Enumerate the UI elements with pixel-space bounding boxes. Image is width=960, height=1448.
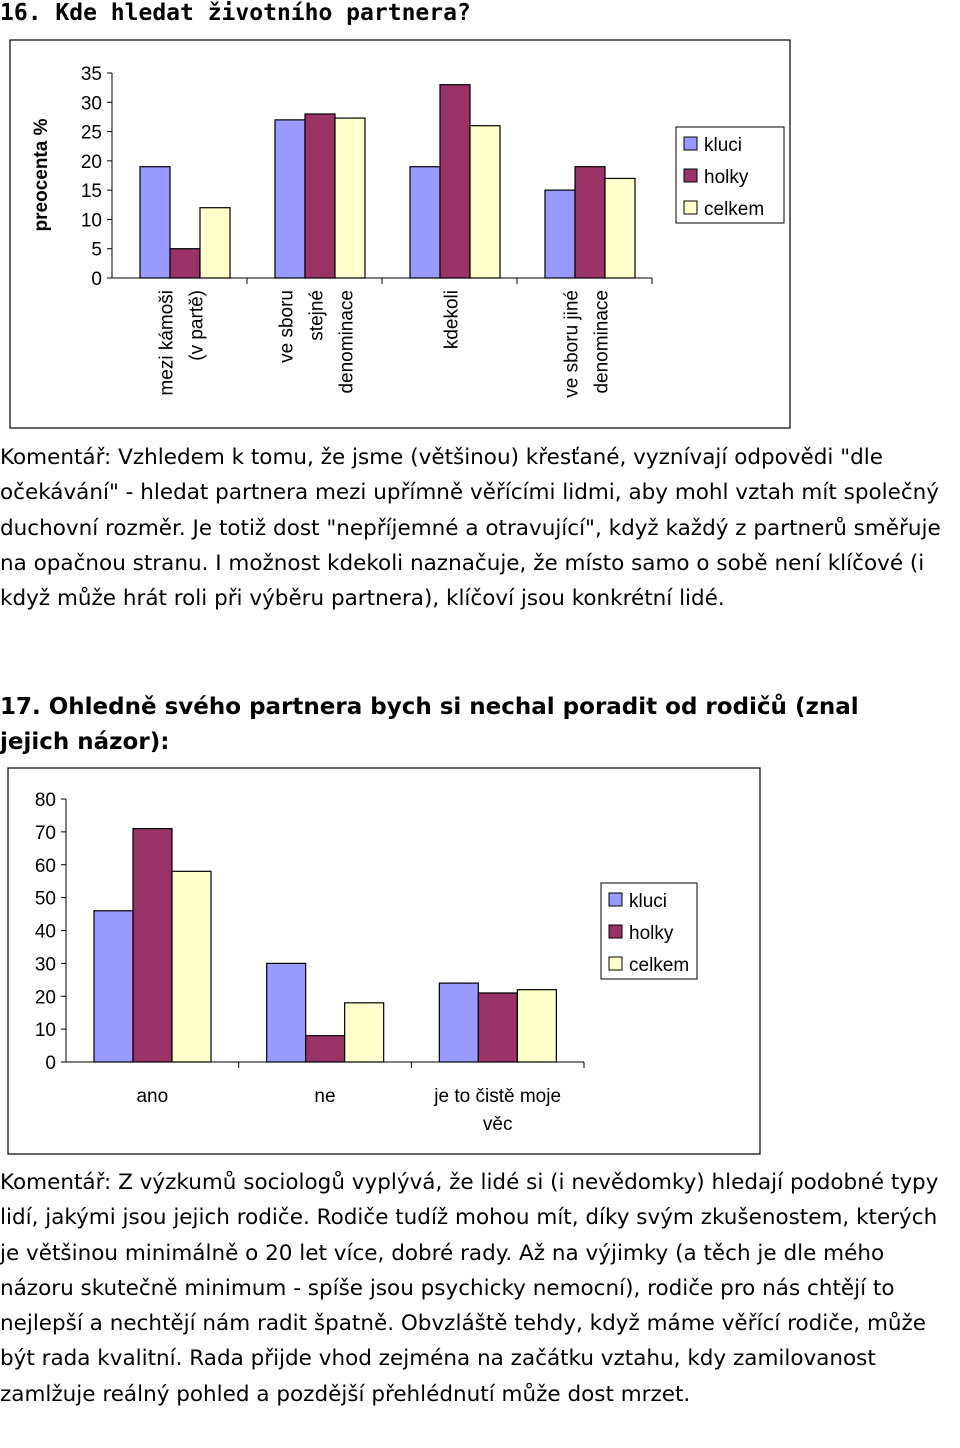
legend-label-kluci: kluci [704,135,743,156]
y-axis-label: preocenta % [31,118,52,232]
y-tick-label: 25 [80,122,102,144]
y-tick-label: 0 [45,1053,56,1074]
y-tick-label: 60 [34,855,56,877]
y-tick-label: 10 [80,210,102,232]
bar-holky [133,829,172,1062]
x-category-label: je to čistě moje [434,1086,562,1107]
legend-label-celkem: celkem [629,955,690,976]
legend-swatch-celkem [609,957,622,970]
y-tick-label: 10 [34,1020,56,1042]
bar-holky [478,993,517,1062]
bar-kluci [267,963,306,1062]
legend-swatch-holky [609,925,622,938]
legend-label-holky: holky [629,923,674,944]
x-category-label: ve sboru jiné [561,290,583,398]
x-category-label: denominace [336,290,358,394]
question-16-heading: 16. Kde hledat životního partnera? [0,0,471,26]
x-category-label: kdekoli [441,290,463,350]
x-category-label: ano [136,1086,169,1107]
bar-kluci [439,983,478,1062]
x-category-label: mezi kámoši [156,290,178,396]
question-17-heading: 17. Ohledně svého partnera bych si nechal poradit od rodičů (znal jejich názor): [0,694,859,755]
y-tick-label: 15 [80,181,102,203]
x-category-label: věc [482,1114,513,1135]
x-category-label: stejné [306,290,328,341]
comment-17: Komentář: Z výzkumů sociologů vyplývá, že lidé si (i nevědomky) hledají podobné typy lidí, jakými jsou jejich rodiče. Rodiče tudíž mohou mít, díky svým zkušenostem, kterých je většinou minimálně o 20 let více, dobré rady. Až na výjimky (a těch je dle mého názoru skutečně minimum - spíše jsou psychicky nemocní), rodiče pro nás chtějí to nejlepší a nechtějí nám radit špatně. Obvzláště tehdy, když máme věřící rodiče, může být rada kvalitní. Rada přijde vhod zejména na začátku vztahu, kdy zamilovanost zamlžuje reálný pohled a pozdější přehlédnutí může dost mrzet. [0,1170,939,1407]
legend-swatch-kluci [609,893,622,906]
y-tick-label: 80 [34,790,56,811]
y-tick-label: 5 [91,239,102,261]
bar-celkem [172,871,211,1062]
y-tick-label: 70 [34,822,56,844]
y-tick-label: 35 [80,64,102,85]
bar-celkem [345,1003,384,1062]
y-tick-label: 0 [91,269,102,290]
bar-celkem [517,990,556,1062]
comment-16: Komentář: Vzhledem k tomu, že jsme (většinou) křesťané, vyznívají odpovědi "dle očekávání" - hledat partnera mezi upřímně věřícími lidmi, aby mohl vztah mít společný duchovní rozměr. Je totiž dost "nepříjemné a otravující", když každý z partnerů směřuje na opačnou stranu. I možnost kdekoli naznačuje, že místo samo o sobě není klíčové (i když může hrát roli při výběru partnera), klíčoví jsou konkrétní lidé. [0,445,941,612]
y-tick-label: 40 [34,921,56,943]
legend-label-holky: holky [704,167,749,188]
bar-holky [306,1036,345,1062]
x-category-label: ne [314,1086,336,1107]
legend-label-celkem: celkem [704,199,765,220]
x-category-label: (v partě) [186,290,208,361]
bar-kluci [94,911,133,1062]
y-tick-label: 20 [34,987,56,1009]
x-category-label: ve sboru [276,290,298,363]
y-tick-label: 30 [34,954,56,976]
y-tick-label: 30 [80,93,102,115]
y-tick-label: 20 [80,151,102,173]
legend-label-kluci: kluci [629,891,668,912]
x-category-label: denominace [591,290,613,394]
y-tick-label: 50 [34,888,56,910]
